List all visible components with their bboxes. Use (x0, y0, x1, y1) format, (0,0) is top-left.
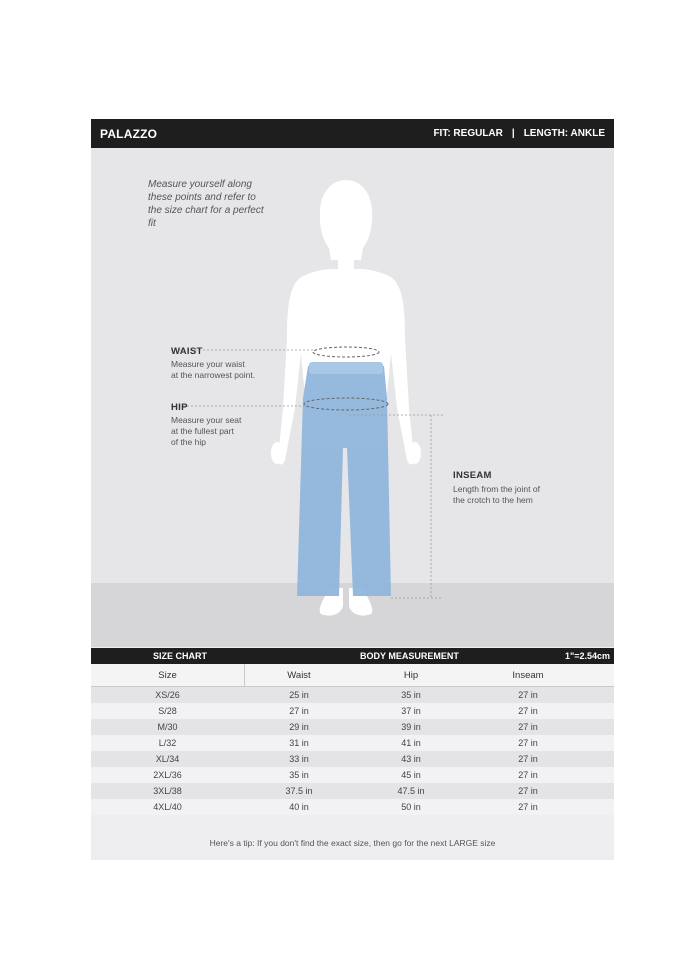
size-chart-table (91, 648, 614, 815)
guide-header (91, 119, 614, 148)
hip-label: HIP (171, 402, 188, 413)
unit-conversion: 1"=2.54cm (564, 651, 610, 661)
table-row: 3XL/38 37.5 in 47.5 in 27 in (91, 783, 614, 799)
size-tip: Here's a tip: If you don't find the exact size, then go for the next LARGE size (209, 838, 496, 848)
product-title: PALAZZO (100, 127, 158, 141)
column-header-row (91, 664, 614, 687)
inseam-description: Length from the joint of the crotch to the hem (453, 484, 540, 505)
col-size: Size (158, 670, 177, 681)
separator: | (511, 128, 515, 139)
table-row: 4XL/40 40 in 50 in 27 in (91, 799, 614, 815)
table-row: L/32 31 in 41 in 27 in (91, 735, 614, 751)
fit-length-info (433, 128, 605, 139)
body-measurement-title: BODY MEASUREMENT (360, 651, 459, 661)
head-shape (320, 180, 372, 260)
col-inseam: Inseam (512, 670, 544, 681)
waist-label: WAIST (171, 346, 203, 357)
measurement-illustration (91, 148, 614, 647)
size-chart-header-bar (91, 648, 614, 664)
col-waist: Waist (287, 670, 311, 681)
fit-label: FIT: REGULAR (433, 128, 503, 139)
inseam-label: INSEAM (453, 470, 492, 481)
intro-text: Measure yourself along these points and refer to the size chart for a perfect fit (148, 179, 264, 229)
hip-description: Measure your seat at the fullest part of the hip (171, 415, 242, 447)
table-row: 2XL/36 35 in 45 in 27 in (91, 767, 614, 783)
size-chart-title: SIZE CHART (153, 651, 207, 661)
table-row: XL/34 33 in 43 in 27 in (91, 751, 614, 767)
col-hip: Hip (403, 670, 419, 681)
left-hand (271, 442, 283, 464)
pants-waistband (309, 362, 383, 374)
size-guide-card (91, 119, 614, 860)
table-row: XS/26 25 in 35 in 27 in (91, 687, 614, 703)
right-hand (409, 442, 421, 464)
size-rows (91, 687, 614, 815)
length-label: LENGTH: ANKLE (523, 128, 605, 139)
table-row: M/30 29 in 39 in 27 in (91, 719, 614, 735)
table-row: S/28 27 in 37 in 27 in (91, 703, 614, 719)
waist-description: Measure your waist at the narrowest point. (171, 359, 256, 380)
